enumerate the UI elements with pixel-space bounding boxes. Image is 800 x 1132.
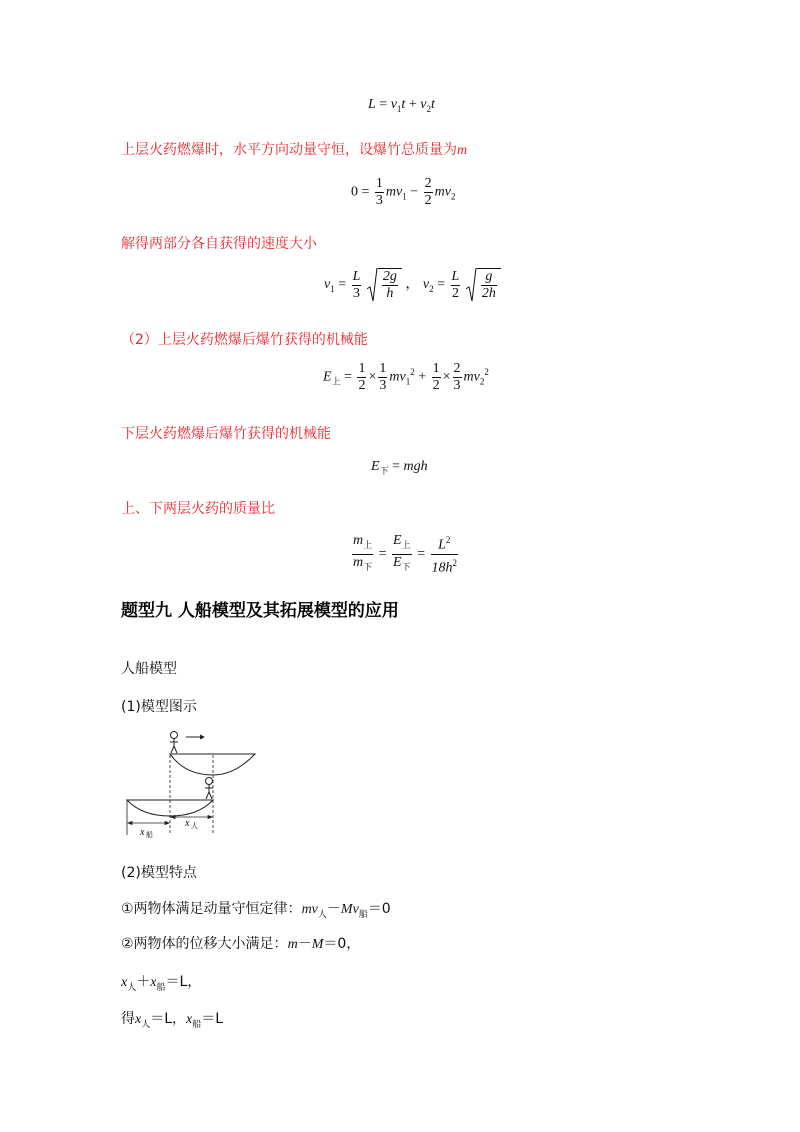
symbol-L: L — [368, 97, 376, 112]
symbol-E: E — [393, 554, 402, 570]
equation-mass-ratio: $\frac{m_上}{m_下}$ = $\frac{E_上}{E_下}$ = $\frac{L^2}{18h^2}$ — [353, 532, 458, 576]
subscript: 船 — [156, 982, 166, 993]
fraction — [451, 269, 461, 302]
numerator — [392, 533, 412, 555]
label-x-boat-sub: 船 — [146, 831, 153, 839]
symbol-h: h — [386, 286, 394, 301]
numerator — [352, 269, 362, 286]
paragraph-text: 上层火药燃爆时，水平方向动量守恒，设爆竹总质量为 — [121, 142, 457, 158]
equals-L: ＝L — [201, 1011, 224, 1027]
radical-sign — [367, 268, 378, 302]
subscript: 船 — [358, 909, 368, 920]
paragraph-mass-ratio: 上、下两层火药的质量比 — [121, 501, 275, 517]
fraction — [481, 269, 497, 302]
point-text: ②两物体的位移大小满足： — [121, 936, 288, 952]
arrow-icon — [186, 735, 205, 740]
subscript: 下 — [401, 562, 411, 573]
symbol-m: m — [353, 554, 364, 570]
radical-sign — [466, 268, 477, 302]
symbol-t: t — [401, 97, 406, 112]
equals-zero: ＝0， — [323, 936, 361, 952]
symbol-v: v — [422, 277, 430, 293]
equation-energy-upper: $E_上$ = $\frac{1}{2}$ × $\frac{1}{3}$ $mv_1^2$ + $\frac{1}{2}$ × $\frac{2}{3}$ $mv_2^2$ — [323, 361, 489, 393]
fraction — [392, 533, 412, 576]
fraction — [357, 361, 366, 394]
symbol-mv: mv — [389, 369, 406, 385]
point-displacement — [121, 933, 360, 953]
denominator: 3 — [453, 378, 461, 393]
equals-L: ＝L， — [150, 1011, 187, 1027]
subscript: 人 — [141, 1019, 151, 1030]
symbol-2g: 2g — [382, 269, 397, 284]
denominator — [392, 555, 412, 576]
denominator — [481, 286, 497, 302]
symbol-m: m — [457, 143, 468, 158]
symbol-x: x — [186, 1012, 193, 1027]
subscript: 2 — [479, 376, 485, 387]
subscript: 1 — [396, 103, 402, 114]
fraction — [352, 533, 373, 576]
subscript: 1 — [405, 376, 411, 387]
numerator — [352, 533, 373, 555]
fraction — [453, 361, 462, 394]
label-x-boat: x — [140, 827, 145, 838]
symbol-E: E — [393, 532, 402, 548]
measure-boat — [128, 822, 169, 825]
label-model-features: (2)模型特点 — [121, 865, 197, 881]
symbol-Mv: Mv — [340, 902, 359, 917]
symbol-v: v — [324, 277, 331, 293]
fraction — [375, 176, 384, 209]
square-root — [466, 268, 501, 302]
label-x-person-sub: 人 — [191, 822, 198, 830]
fraction — [382, 269, 398, 302]
label-model-diagram: (1)模型图示 — [121, 699, 197, 715]
label-x-person: x — [185, 818, 190, 829]
subscript: 2 — [426, 103, 431, 114]
paragraph-part-2: （2）上层火药燃爆后爆竹获得的机械能 — [121, 332, 368, 348]
plus-sign: + — [418, 369, 427, 385]
minus-sign: － — [326, 901, 341, 917]
symbol-g: g — [485, 269, 493, 284]
symbol-mv: mv — [463, 369, 480, 385]
paragraph-solve-speeds: 解得两部分各自获得的速度大小 — [121, 236, 317, 252]
symbol-18h: 18h — [431, 560, 453, 576]
section-heading: 题型九 人船模型及其拓展模型的应用 — [121, 601, 399, 621]
symbol-E: E — [323, 369, 332, 385]
paragraph-upper-explosion — [121, 139, 467, 159]
denominator: 2 — [424, 193, 432, 208]
numerator: 1 — [375, 176, 383, 191]
symbol-v: v — [420, 97, 427, 112]
numerator — [382, 269, 398, 286]
superscript: 2 — [452, 557, 458, 568]
numerator — [431, 532, 459, 555]
denominator — [382, 286, 398, 302]
denominator: 2 — [451, 285, 459, 301]
denominator: 2 — [432, 378, 440, 393]
point-momentum-conservation — [121, 898, 391, 920]
equals-zero: ＝0 — [367, 901, 391, 917]
numerator — [451, 269, 461, 286]
fraction — [424, 176, 433, 209]
subscript: 2 — [450, 191, 456, 202]
symbol-mgh: mgh — [403, 459, 428, 474]
denominator — [431, 555, 459, 577]
subscript: 下 — [363, 562, 373, 573]
numerator: 2 — [424, 176, 432, 191]
symbol-mv: mv — [385, 184, 403, 200]
superscript: 2 — [484, 367, 489, 378]
denominator: 3 — [375, 193, 383, 208]
fraction — [431, 532, 459, 576]
equation-total-length: $L = v_1t + v_2t$ — [368, 97, 435, 114]
plus-sign: + — [408, 97, 417, 112]
symbol-v: v — [390, 97, 397, 112]
upper-person — [170, 732, 178, 754]
point-text: ①两物体满足动量守恒定律： — [121, 901, 302, 917]
superscript: 2 — [445, 535, 451, 545]
subscript: 船 — [192, 1019, 202, 1030]
equation-velocities: $v_1$ = $\frac{L}{3}$ $\frac{2g}{h}$ ， $v_2$ = $\frac{L}{2}$ $\frac{g}{2h}$ — [324, 268, 501, 302]
zero: 0 — [351, 184, 358, 200]
numerator: 1 — [432, 361, 440, 376]
person-boat-diagram — [120, 725, 265, 840]
subscript: 2 — [429, 284, 434, 295]
numerator — [481, 269, 497, 286]
equals-L: ＝L， — [165, 974, 202, 990]
symbol-x: x — [121, 975, 128, 990]
symbol-x: x — [135, 1012, 142, 1027]
symbol-M: M — [311, 937, 324, 952]
symbol-L: L — [438, 537, 446, 553]
subscript: 人 — [127, 982, 137, 993]
subscript: 上 — [363, 540, 373, 551]
symbol-L: L — [451, 268, 460, 284]
denominator — [352, 555, 373, 576]
denominator: 3 — [379, 378, 387, 393]
fraction — [432, 361, 441, 394]
symbol-L: L — [352, 268, 361, 284]
numerator: 1 — [379, 361, 387, 376]
subscript: 1 — [402, 191, 407, 202]
superscript: 2 — [410, 367, 415, 378]
subscript: 下 — [379, 466, 389, 477]
symbol-mv: mv — [434, 184, 451, 200]
numerator: 1 — [358, 361, 366, 376]
minus-sign: − — [410, 184, 419, 200]
symbol-mv: mv — [301, 902, 318, 917]
equation-energy-lower: $E_下$ = mgh — [371, 459, 428, 477]
equation-momentum: 0 = $\frac{1}{3}$ $mv_1$ − $\frac{2}{2}$ $mv_2$ — [351, 176, 456, 208]
comma: ， — [405, 276, 420, 293]
subscript: 1 — [330, 284, 335, 295]
symbol-m: m — [353, 532, 364, 548]
symbol-2h: 2h — [481, 286, 496, 301]
minus-sign: － — [297, 936, 312, 952]
subscript: 上 — [401, 540, 411, 551]
symbol-x: x — [150, 975, 157, 990]
lower-person — [205, 778, 213, 800]
line-sum — [121, 971, 201, 993]
symbol-m: m — [287, 937, 298, 952]
line-result — [121, 1008, 223, 1030]
subscript: 人 — [317, 909, 327, 920]
square-root — [367, 268, 402, 302]
plus-sign: ＋ — [136, 974, 151, 990]
fraction — [378, 361, 387, 394]
upper-boat — [170, 754, 255, 775]
numerator: 2 — [453, 361, 461, 376]
subscript: 上 — [331, 377, 341, 388]
label-person-boat-model: 人船模型 — [121, 661, 177, 677]
result-prefix: 得 — [121, 1011, 135, 1027]
denominator: 2 — [358, 378, 366, 393]
paragraph-lower-energy: 下层火药燃爆后爆竹获得的机械能 — [121, 426, 331, 442]
symbol-E: E — [371, 459, 380, 474]
fraction — [352, 269, 362, 302]
denominator: 3 — [353, 285, 361, 301]
symbol-t: t — [430, 97, 435, 112]
